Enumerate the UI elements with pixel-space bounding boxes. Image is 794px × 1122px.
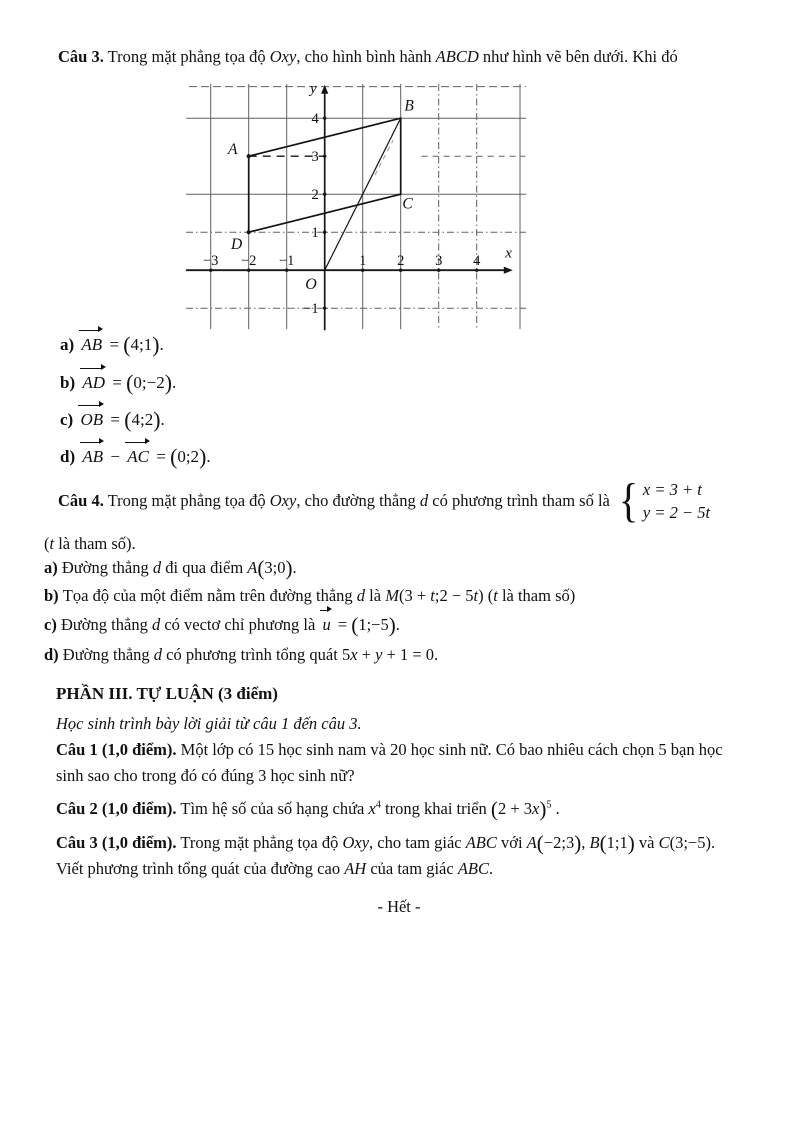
parametric-system xyxy=(617,474,711,528)
y-tick-label: 2 xyxy=(311,187,319,204)
point-dot-D xyxy=(247,230,251,234)
y-tick-dot xyxy=(323,231,326,234)
q3-option-d: d) AB − AC = (0;2). xyxy=(60,444,211,469)
part3-cau-2: Câu 2 (1,0 điểm). Tìm hệ số của số hạng chứa $x^4$ trong khai triển $(2 + 3x)^5$ . xyxy=(56,796,560,821)
system-brace: { xyxy=(618,474,639,528)
end-marker: - Hết - xyxy=(377,896,421,916)
part-3-header: PHẦN III. TỰ LUẬN (3 điểm) xyxy=(56,684,278,703)
x-tick-label: 2 xyxy=(397,253,405,270)
x-tick-label: 1 xyxy=(359,253,367,270)
system-eq2: y = 2 − 5t xyxy=(642,502,711,522)
x-tick-label: 3 xyxy=(435,253,443,270)
point-dot-A xyxy=(247,154,251,158)
coordinate-figure-svg xyxy=(186,81,526,331)
y-tick-label: 1 xyxy=(311,225,319,242)
y-axis-label: y xyxy=(309,81,317,98)
coordinate-figure xyxy=(186,81,526,331)
point-label-C: C xyxy=(402,195,413,213)
y-tick-label: 3 xyxy=(311,149,319,166)
y-tick-dot xyxy=(323,193,326,196)
point-label-A: A xyxy=(228,140,238,158)
question-4-header xyxy=(58,468,760,534)
q4-parameter-note: (t là tham số). xyxy=(44,534,136,553)
origin-label: O xyxy=(305,276,317,294)
point-label-B: B xyxy=(404,97,414,115)
q4-option-c: c) Đường thẳng d có vectơ chỉ phương là u = (1;−5). xyxy=(44,612,400,637)
y-tick-dot xyxy=(323,307,326,310)
x-axis-arrow xyxy=(504,267,513,274)
x-axis-label: x xyxy=(505,245,512,262)
q3-option-c: c) OB = (4;2). xyxy=(60,407,165,432)
y-tick-label: 4 xyxy=(311,111,319,128)
x-tick-label: −3 xyxy=(202,253,219,270)
part-3-instruction: Học sinh trình bày lời giải từ câu 1 đến câu 3. xyxy=(56,714,362,733)
part3-cau-3: Câu 3 (1,0 điểm). Trong mặt phẳng tọa độ Oxy, cho tam giác ABC với A(−2;3), B(1;1) và C(3;−5). Viết phương trình tổng quát của đường cao AH của tam giác ABC. xyxy=(56,830,716,878)
q4-option-b: b) Tọa độ của một điểm nằm trên đường thẳng d là M(3 + t;2 − 5t) (t là tham số) xyxy=(44,586,576,605)
q3-option-a: a) AB = (4;1). xyxy=(60,332,164,357)
part-3-section xyxy=(56,684,742,917)
x-tick-label: −1 xyxy=(278,253,295,270)
question-4-header-text: Câu 4. Trong mặt phẳng tọa độ Oxy, cho đường thẳng d có phương trình tham số là xyxy=(58,491,610,510)
part3-cau-1: Câu 1 (1,0 điểm). Một lớp có 15 học sinh nam và 20 học sinh nữ. Có bao nhiêu cách chọn 5 bạn học sinh sao cho trong đó có đúng 3 học sinh nữ? xyxy=(56,740,723,785)
system-eq1: x = 3 + t xyxy=(642,479,702,499)
x-tick-label: 4 xyxy=(473,253,481,270)
x-tick-label: −2 xyxy=(240,253,257,270)
system-equations xyxy=(643,480,710,523)
faint-dashed-segment xyxy=(375,140,393,175)
q4-option-a: a) Đường thẳng d đi qua điểm A(3;0). xyxy=(44,555,297,580)
y-axis-arrow xyxy=(321,85,328,94)
y-tick-label: −1 xyxy=(303,301,319,318)
q3-option-b: b) AD = (0;−2). xyxy=(60,370,177,395)
point-label-D: D xyxy=(230,235,243,253)
y-tick-dot xyxy=(323,117,326,120)
question-3-header: Câu 3. Trong mặt phẳng tọa độ Oxy, cho hình bình hành ABCD như hình vẽ bên dưới. Khi đó xyxy=(58,47,678,66)
q4-option-d: d) Đường thẳng d có phương trình tổng quát 5x + y + 1 = 0. xyxy=(44,645,439,664)
